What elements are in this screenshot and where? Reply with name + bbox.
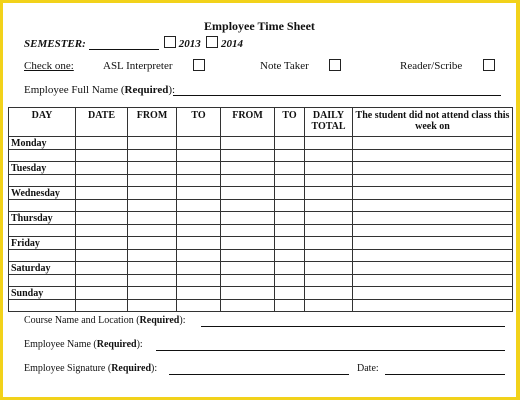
time-cell[interactable] (177, 225, 221, 237)
time-cell[interactable] (76, 212, 128, 225)
employee-name-field[interactable] (156, 338, 505, 351)
time-cell[interactable] (305, 262, 353, 275)
time-cell[interactable] (76, 200, 128, 212)
time-cell[interactable] (275, 187, 305, 200)
day-spacer-cell (9, 300, 76, 312)
time-cell[interactable] (305, 150, 353, 162)
time-cell[interactable] (177, 262, 221, 275)
employee-full-name-field[interactable] (173, 83, 501, 96)
employee-name-label: Employee Name (Required): (24, 339, 143, 350)
day-row (9, 212, 513, 225)
time-cell[interactable] (221, 187, 275, 200)
time-cell[interactable] (128, 137, 177, 150)
time-cell[interactable] (221, 150, 275, 162)
time-cell[interactable] (305, 212, 353, 225)
checkbox-2014[interactable] (206, 36, 218, 48)
time-cell[interactable] (221, 225, 275, 237)
time-cell[interactable] (128, 262, 177, 275)
day-row (9, 237, 513, 250)
time-cell[interactable] (177, 175, 221, 187)
time-cell[interactable] (221, 175, 275, 187)
semester-label: SEMESTER: (24, 38, 86, 50)
time-cell[interactable] (275, 212, 305, 225)
employee-signature-label: Employee Signature (Required): (24, 363, 158, 374)
time-cell[interactable] (275, 287, 305, 300)
time-cell[interactable] (177, 275, 221, 287)
time-cell[interactable] (76, 250, 128, 262)
day-sub-row (9, 175, 513, 187)
time-cell[interactable] (221, 275, 275, 287)
day-sub-row (9, 225, 513, 237)
checkbox-note-taker[interactable] (329, 59, 341, 71)
time-cell[interactable] (76, 300, 128, 312)
time-cell[interactable] (221, 212, 275, 225)
header-date: DATE (76, 108, 128, 137)
time-cell[interactable] (128, 250, 177, 262)
day-spacer-cell (9, 225, 76, 237)
time-cell[interactable] (221, 162, 275, 175)
time-cell[interactable] (76, 262, 128, 275)
year-2013-label: 2013 (178, 38, 201, 50)
day-spacer-cell (9, 150, 76, 162)
time-cell[interactable] (76, 162, 128, 175)
page-title: Employee Time Sheet (204, 19, 315, 33)
day-sub-row (9, 150, 513, 162)
day-row (9, 137, 513, 150)
day-row (9, 187, 513, 200)
time-cell[interactable] (128, 300, 177, 312)
time-cell[interactable] (177, 150, 221, 162)
time-cell[interactable] (353, 150, 513, 162)
time-cell[interactable] (128, 287, 177, 300)
employee-full-name-label: Employee Full Name (Required): (24, 84, 176, 96)
course-name-location-field[interactable] (201, 314, 505, 327)
time-cell[interactable] (305, 287, 353, 300)
time-cell[interactable] (177, 200, 221, 212)
time-cell[interactable] (275, 237, 305, 250)
time-cell[interactable] (177, 212, 221, 225)
header-day: DAY (9, 108, 76, 137)
time-cell[interactable] (353, 275, 513, 287)
day-row (9, 262, 513, 275)
header-daily-total: DAILY TOTAL (305, 108, 353, 137)
time-cell[interactable] (221, 237, 275, 250)
time-cell[interactable] (275, 275, 305, 287)
time-cell[interactable] (275, 225, 305, 237)
time-cell[interactable] (177, 300, 221, 312)
time-cell[interactable] (353, 162, 513, 175)
time-cell[interactable] (221, 262, 275, 275)
option-asl-interpreter-label: ASL Interpreter (103, 60, 173, 72)
day-spacer-cell (9, 250, 76, 262)
time-cell[interactable] (177, 187, 221, 200)
time-cell[interactable] (76, 287, 128, 300)
time-cell[interactable] (275, 300, 305, 312)
time-cell[interactable] (305, 162, 353, 175)
time-cell[interactable] (305, 225, 353, 237)
time-cell[interactable] (76, 150, 128, 162)
date-label: Date: (357, 363, 379, 374)
time-cell[interactable] (177, 250, 221, 262)
time-cell[interactable] (128, 200, 177, 212)
time-cell[interactable] (305, 200, 353, 212)
time-cell[interactable] (275, 162, 305, 175)
time-cell[interactable] (128, 225, 177, 237)
time-cell[interactable] (353, 212, 513, 225)
day-label: Tuesday (9, 162, 76, 175)
time-cell[interactable] (128, 275, 177, 287)
time-cell[interactable] (353, 287, 513, 300)
day-sub-row (9, 250, 513, 262)
time-cell[interactable] (221, 200, 275, 212)
time-cell[interactable] (305, 175, 353, 187)
time-cell[interactable] (305, 137, 353, 150)
day-row (9, 287, 513, 300)
employee-signature-field[interactable] (169, 362, 349, 375)
time-cell[interactable] (353, 237, 513, 250)
day-spacer-cell (9, 175, 76, 187)
time-cell[interactable] (275, 137, 305, 150)
day-label: Sunday (9, 287, 76, 300)
time-cell[interactable] (221, 137, 275, 150)
header-from-1: FROM (128, 108, 177, 137)
time-cell[interactable] (305, 300, 353, 312)
day-row (9, 162, 513, 175)
time-cell[interactable] (275, 250, 305, 262)
time-cell[interactable] (128, 162, 177, 175)
time-cell[interactable] (353, 250, 513, 262)
time-cell[interactable] (353, 300, 513, 312)
time-cell[interactable] (76, 137, 128, 150)
time-cell[interactable] (177, 162, 221, 175)
time-cell[interactable] (128, 212, 177, 225)
time-cell[interactable] (128, 150, 177, 162)
semester-row (24, 36, 243, 50)
day-sub-row (9, 275, 513, 287)
header-did-not-attend: The student did not attend class this week on (353, 108, 513, 137)
time-cell[interactable] (76, 275, 128, 287)
time-cell[interactable] (305, 237, 353, 250)
time-cell[interactable] (177, 287, 221, 300)
header-from-2: FROM (221, 108, 275, 137)
time-cell[interactable] (353, 187, 513, 200)
time-cell[interactable] (221, 300, 275, 312)
time-cell[interactable] (76, 187, 128, 200)
year-2014-label: 2014 (221, 38, 243, 50)
day-label: Thursday (9, 212, 76, 225)
time-sheet-page (3, 3, 516, 397)
header-to-2: TO (275, 108, 305, 137)
time-cell[interactable] (177, 237, 221, 250)
time-cell[interactable] (128, 175, 177, 187)
time-cell[interactable] (275, 200, 305, 212)
time-cell[interactable] (275, 262, 305, 275)
checkbox-asl-interpreter[interactable] (193, 59, 205, 71)
time-cell[interactable] (76, 175, 128, 187)
time-cell[interactable] (128, 237, 177, 250)
option-reader-scribe-label: Reader/Scribe (400, 60, 463, 72)
time-cell[interactable] (353, 225, 513, 237)
day-label: Monday (9, 137, 76, 150)
time-cell[interactable] (305, 187, 353, 200)
day-spacer-cell (9, 200, 76, 212)
time-cell[interactable] (275, 175, 305, 187)
day-spacer-cell (9, 275, 76, 287)
time-cell[interactable] (221, 250, 275, 262)
course-name-location-label: Course Name and Location (Required): (24, 315, 186, 326)
time-cell[interactable] (353, 200, 513, 212)
time-sheet-table (8, 107, 513, 312)
checkbox-reader-scribe[interactable] (483, 59, 495, 71)
time-cell[interactable] (76, 237, 128, 250)
date-field[interactable] (385, 362, 505, 375)
semester-field[interactable] (89, 49, 159, 50)
time-cell[interactable] (177, 137, 221, 150)
check-one-label: Check one: (24, 60, 74, 72)
time-cell[interactable] (275, 150, 305, 162)
time-cell[interactable] (221, 287, 275, 300)
day-label: Saturday (9, 262, 76, 275)
day-sub-row (9, 300, 513, 312)
day-sub-row (9, 200, 513, 212)
time-cell[interactable] (305, 250, 353, 262)
time-cell[interactable] (353, 262, 513, 275)
time-cell[interactable] (128, 187, 177, 200)
time-cell[interactable] (305, 275, 353, 287)
checkbox-2013[interactable] (164, 36, 176, 48)
time-cell[interactable] (353, 175, 513, 187)
day-label: Wednesday (9, 187, 76, 200)
day-label: Friday (9, 237, 76, 250)
time-cell[interactable] (76, 225, 128, 237)
option-note-taker-label: Note Taker (260, 60, 309, 72)
time-cell[interactable] (353, 137, 513, 150)
header-to-1: TO (177, 108, 221, 137)
